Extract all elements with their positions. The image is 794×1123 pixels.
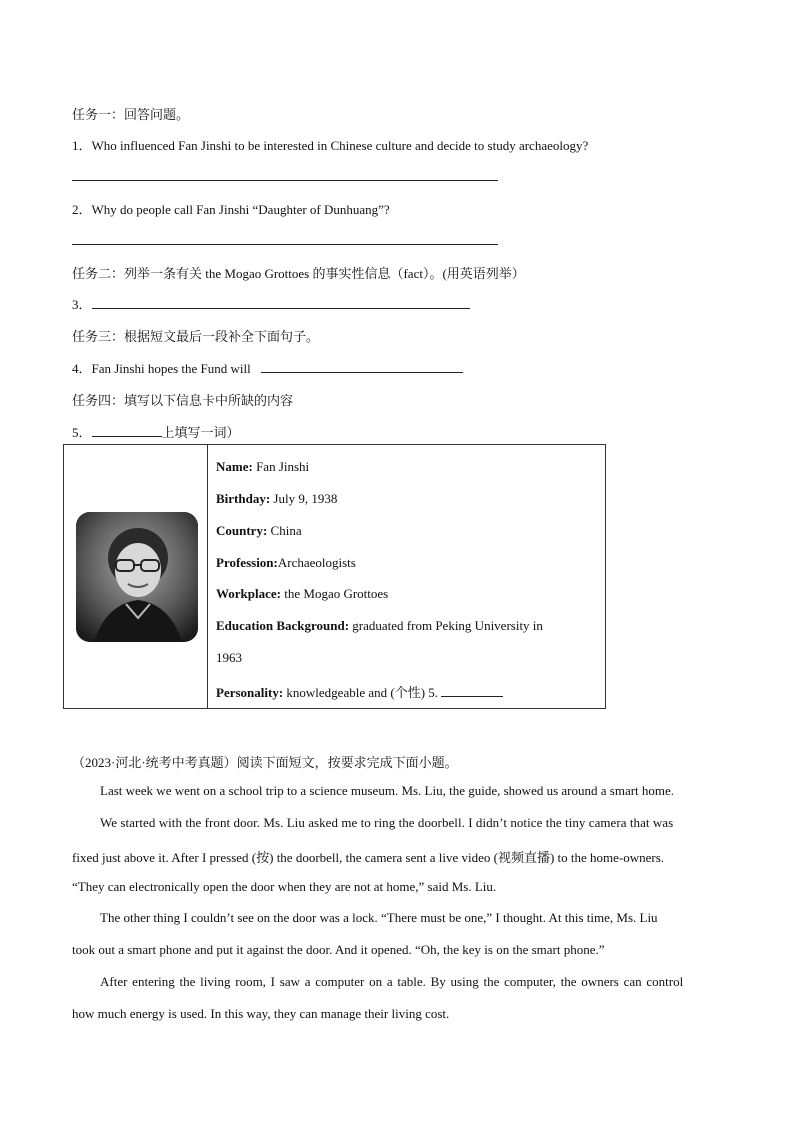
card-education-year: 1963	[216, 650, 242, 665]
answer-blank-4[interactable]	[261, 360, 463, 373]
workplace-value: the Mogao Grottoes	[281, 586, 389, 601]
profession-value: Archaeologists	[277, 555, 356, 570]
passage-intro: （2023·河北·统考中考真题）阅读下面短文，按要求完成下面小题。	[72, 755, 458, 770]
task2-heading: 任务二：列举一条有关 the Mogao Grottoes 的事实性信息（fact）。(用英语列举）	[72, 266, 525, 281]
task4-heading: 任务四：填写以下信息卡中所缺的内容	[72, 393, 294, 408]
name-label: Name:	[216, 459, 253, 474]
passage-line: “They can electronically open the door when they are not at home,” said Ms. Liu.	[72, 879, 497, 894]
workplace-label: Workplace:	[216, 586, 281, 601]
passage-line: fixed just above it. After I pressed (按) the doorbell, the camera sent a live video (视频直播) to the home-owners.	[72, 850, 665, 865]
question-4	[72, 358, 463, 377]
card-personality-row	[216, 682, 503, 701]
passage-line: After entering the living room, I saw a computer on a table. By using the computer, the owners can control	[100, 974, 684, 989]
education-label: Education Background:	[216, 618, 350, 633]
question-3	[72, 294, 470, 313]
education-value: graduated from Peking University in	[349, 618, 543, 633]
question-5	[72, 422, 240, 441]
card-education-row	[216, 618, 543, 634]
card-birthday-row	[216, 491, 337, 507]
profession-label: Profession:	[216, 555, 278, 570]
name-value: Fan Jinshi	[252, 459, 310, 474]
country-label: Country:	[216, 523, 268, 538]
question-1: 1．Who influenced Fan Jinshi to be interested in Chinese culture and decide to study archaeology?	[72, 138, 589, 153]
card-name-row	[216, 459, 309, 475]
question-4-text: 4．Fan Jinshi hopes the Fund will	[72, 361, 251, 376]
card-country-row	[216, 523, 302, 539]
question-5-number: 5．	[72, 425, 92, 440]
answer-line-1[interactable]	[72, 180, 498, 181]
card-profession-row	[216, 555, 356, 571]
answer-blank-5[interactable]	[441, 684, 503, 697]
card-divider	[207, 445, 208, 708]
portrait-icon	[76, 512, 198, 642]
answer-blank-5-header[interactable]	[92, 424, 162, 437]
task1-heading: 任务一：回答问题。	[72, 107, 190, 122]
question-3-number: 3．	[72, 297, 92, 312]
info-card	[63, 444, 606, 709]
personality-label: Personality:	[216, 685, 284, 700]
passage-line: Last week we went on a school trip to a science museum. Ms. Liu, the guide, showed us around a smart home.	[100, 783, 675, 798]
passage-line: how much energy is used. In this way, they can manage their living cost.	[72, 1006, 450, 1021]
answer-blank-3[interactable]	[92, 296, 470, 309]
birthday-value: July 9, 1938	[270, 491, 338, 506]
personality-value: knowledgeable and (个性) 5.	[283, 685, 439, 700]
passage-line: We started with the front door. Ms. Liu asked me to ring the doorbell. I didn’t notice the tiny camera that was	[100, 815, 674, 830]
passage-line: took out a smart phone and put it against the door. And it opened. “Oh, the key is on the smart phone.”	[72, 942, 605, 957]
country-value: China	[267, 523, 302, 538]
question-2: 2．Why do people call Fan Jinshi “Daughter of Dunhuang”?	[72, 202, 390, 217]
card-workplace-row	[216, 586, 388, 602]
passage-line: The other thing I couldn’t see on the door was a lock. “There must be one,” I thought. At this time, Ms. Liu	[100, 910, 658, 925]
birthday-label: Birthday:	[216, 491, 271, 506]
answer-line-2[interactable]	[72, 244, 498, 245]
task3-heading: 任务三：根据短文最后一段补全下面句子。	[72, 329, 320, 344]
question-5-suffix: 上填写一词）	[161, 425, 240, 440]
portrait-photo	[76, 512, 198, 642]
